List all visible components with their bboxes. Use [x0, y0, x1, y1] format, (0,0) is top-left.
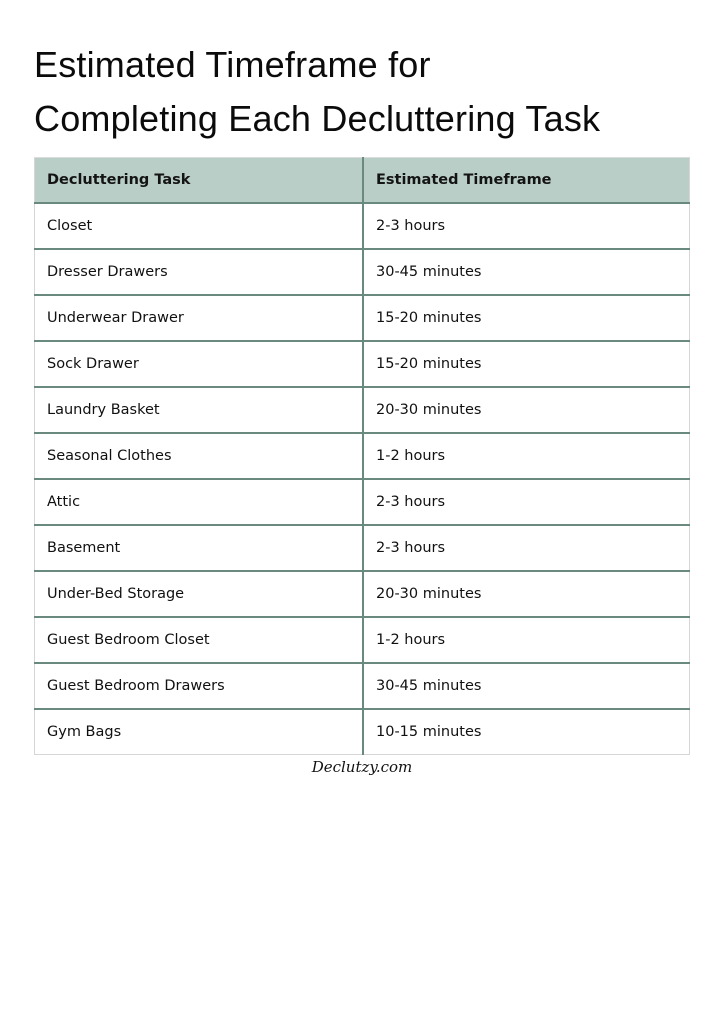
- timeframe-cell: 15-20 minutes: [363, 341, 690, 387]
- title-line-1: Estimated Timeframe for: [34, 44, 431, 85]
- task-cell: Seasonal Clothes: [35, 433, 364, 479]
- timeframe-table: [34, 157, 690, 755]
- table-header-row: [35, 158, 690, 204]
- timeframe-table-container: [34, 157, 690, 755]
- header-timeframe: Estimated Timeframe: [363, 158, 690, 204]
- table-row: [35, 387, 690, 433]
- page-title: [34, 38, 600, 146]
- table-row: [35, 203, 690, 249]
- timeframe-cell: 20-30 minutes: [363, 387, 690, 433]
- header-task: Decluttering Task: [35, 158, 364, 204]
- timeframe-cell: 1-2 hours: [363, 617, 690, 663]
- timeframe-cell: 20-30 minutes: [363, 571, 690, 617]
- timeframe-cell: 2-3 hours: [363, 479, 690, 525]
- task-cell: Dresser Drawers: [35, 249, 364, 295]
- table-row: [35, 341, 690, 387]
- timeframe-cell: 1-2 hours: [363, 433, 690, 479]
- site-credit: Declutzy.com: [311, 758, 413, 776]
- title-line-2: Completing Each Decluttering Task: [34, 98, 601, 139]
- task-cell: Basement: [35, 525, 364, 571]
- table-row: [35, 709, 690, 755]
- table-row: [35, 571, 690, 617]
- timeframe-cell: 30-45 minutes: [363, 663, 690, 709]
- table-row: [35, 663, 690, 709]
- task-cell: Underwear Drawer: [35, 295, 364, 341]
- timeframe-cell: 2-3 hours: [363, 525, 690, 571]
- task-cell: Guest Bedroom Drawers: [35, 663, 364, 709]
- table-row: [35, 617, 690, 663]
- table-row: [35, 525, 690, 571]
- task-cell: Under-Bed Storage: [35, 571, 364, 617]
- table-row: [35, 295, 690, 341]
- table-row: [35, 433, 690, 479]
- task-cell: Laundry Basket: [35, 387, 364, 433]
- task-cell: Guest Bedroom Closet: [35, 617, 364, 663]
- task-cell: Attic: [35, 479, 364, 525]
- timeframe-cell: 10-15 minutes: [363, 709, 690, 755]
- timeframe-cell: 2-3 hours: [363, 203, 690, 249]
- timeframe-cell: 15-20 minutes: [363, 295, 690, 341]
- task-cell: Gym Bags: [35, 709, 364, 755]
- task-cell: Sock Drawer: [35, 341, 364, 387]
- task-cell: Closet: [35, 203, 364, 249]
- table-row: [35, 249, 690, 295]
- table-row: [35, 479, 690, 525]
- timeframe-cell: 30-45 minutes: [363, 249, 690, 295]
